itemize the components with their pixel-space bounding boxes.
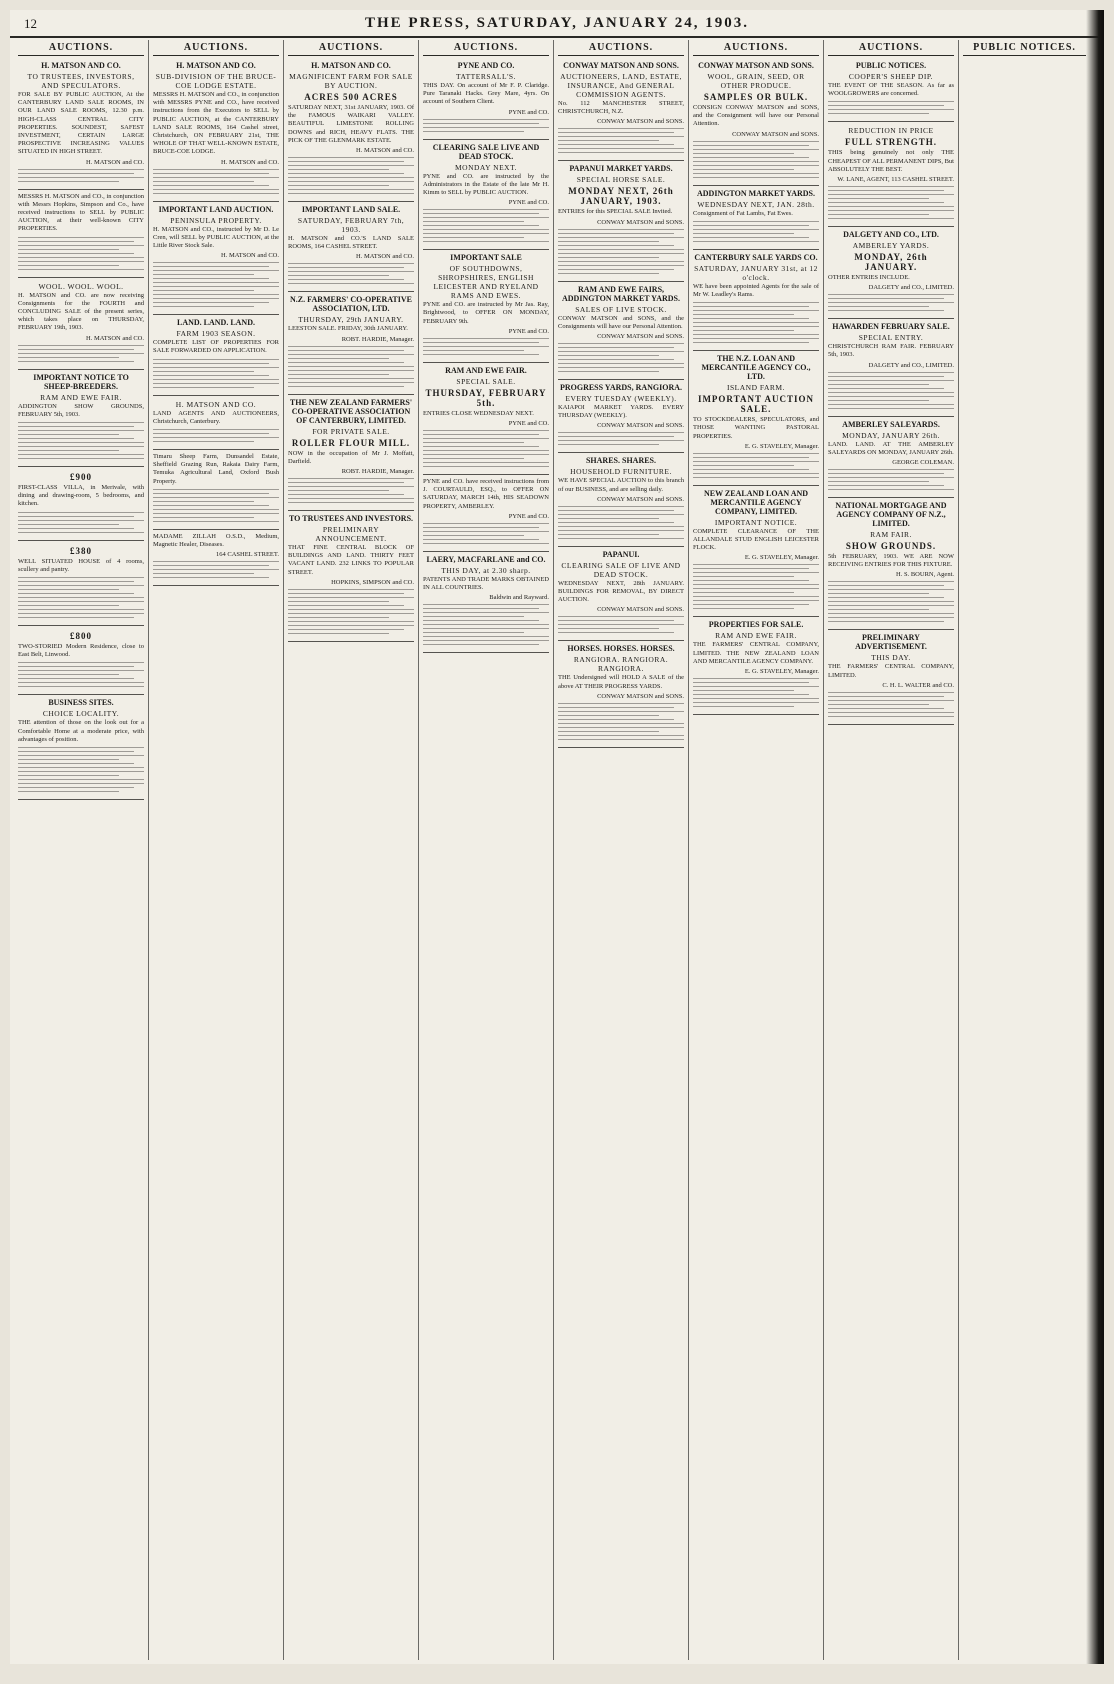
ad-fine-print <box>423 604 549 645</box>
ad-lead: HOUSEHOLD FURNITURE. <box>570 467 672 477</box>
ad-fine-print <box>693 302 819 343</box>
ad-fine-print <box>423 523 549 544</box>
column-6 <box>689 40 824 1660</box>
ad-fine-print <box>828 101 954 114</box>
ad-body: THIS being genuinely not only THE CHEAPEST OF ALL PERMANENT DIPS, But ABSOLUTELY THE BEST. <box>828 149 954 173</box>
ad-body: WE HAVE SPECIAL AUCTION to this branch of our BUSINESS, and are selling daily. <box>558 477 684 493</box>
advertisement <box>828 417 954 498</box>
ad-lead: ISLAND FARM. <box>727 383 785 393</box>
ad-body: PYNE and CO. have received instructions from J. COURTAULD, ESQ., to OFFER ON SATURDAY, MARCH 14th, HIS SEADOWN PROPERTY, AMBERLEY. <box>423 478 549 510</box>
ad-title: NEW ZEALAND LOAN AND MERCANTILE AGENCY COMPANY, LIMITED. <box>703 488 809 516</box>
advertisement <box>558 58 684 161</box>
advertisement <box>423 552 549 653</box>
advertisement <box>18 695 144 800</box>
ad-body: H. MATSON and CO.'S LAND SALE ROOMS, 164 CASHEL STREET. <box>288 235 414 251</box>
ad-body: Timaru Sheep Farm, Dunsandel Estate, Sheffield Grazing Run, Rakaia Dairy Farm, Temuka Agricultural Land, Oxford Bush Property. <box>153 453 279 485</box>
advertisement <box>693 486 819 618</box>
page-number: 12 <box>24 16 37 31</box>
ad-title: H. MATSON AND CO. <box>176 61 256 70</box>
ad-body: THE Undersigned will HOLD A SALE of the above AT THEIR PROGRESS YARDS. <box>558 674 684 690</box>
ad-lead: PENINSULA PROPERTY. <box>170 215 262 225</box>
advertisement <box>288 58 414 202</box>
column-7 <box>824 40 959 1660</box>
ad-body: NOW in the occupation of Mr J. Moffatt, Darfield. <box>288 449 414 465</box>
ad-body: THE EVENT OF THE SEASON. As far as WOOLGROWERS are concerned. <box>828 82 954 98</box>
advertisement <box>153 202 279 316</box>
ad-signature: CONWAY MATSON and SONS. <box>597 118 684 126</box>
ad-fine-print <box>693 678 819 707</box>
ad-body: PYNE and CO. are instructed by the Administrators in the Estate of the late Mr H. Kimm to SELL by PUBLIC AUCTION. <box>423 172 549 197</box>
ad-fine-print <box>693 564 819 609</box>
ad-title: PRELIMINARY ADVERTISEMENT. <box>855 633 927 652</box>
ad-lead: TO TRUSTEES, INVESTORS, AND SPECULATORS. <box>27 72 135 90</box>
ad-fine-print <box>423 119 549 132</box>
column-heading: AUCTIONS. <box>828 42 954 56</box>
ad-signature: H. MATSON and CO. <box>86 334 144 342</box>
ad-lead: SALES OF LIVE STOCK. <box>575 304 667 314</box>
advertisement <box>153 396 279 450</box>
ad-signature: DALGETY and CO., LIMITED. <box>868 361 954 369</box>
ad-fine-print <box>828 692 954 717</box>
ad-body: LEESTON SALE. FRIDAY, 30th JANUARY. <box>288 325 408 333</box>
ad-signature: CONWAY MATSON and SONS. <box>597 692 684 700</box>
ad-title: PAPANUI. <box>602 549 640 559</box>
ad-fine-print <box>288 263 414 284</box>
ad-body: Consignment of Fat Lambs, Fat Ewes. <box>693 209 793 217</box>
ad-lead: THIS DAY. <box>871 653 911 663</box>
ad-signature: PYNE and CO. <box>508 327 549 335</box>
advertisement <box>558 453 684 546</box>
ad-body: THIS DAY. On account of Mr F. P. Claridge. Pure Taranaki Hacks. Grey Mare, 4yrs. On account of Southern Client. <box>423 82 549 106</box>
ad-lead: AUCTIONEERS, LAND, ESTATE, INSURANCE, And GENERAL COMMISSION AGENTS. <box>560 72 682 99</box>
column-heading: AUCTIONS. <box>153 42 279 56</box>
ad-body: LAND. LAND. AT THE AMBERLEY SALEYARDS ON MONDAY, JANUARY 26th. <box>828 440 954 456</box>
ad-title: H. MATSON AND CO. <box>41 61 121 70</box>
advertisement <box>558 161 684 281</box>
ad-title: IMPORTANT LAND AUCTION. <box>158 204 274 214</box>
ad-body: KAIAPOI MARKET YARDS. EVERY THURSDAY (WEEKLY). <box>558 404 684 420</box>
ad-lead: IMPORTANT NOTICE. <box>714 517 798 527</box>
advertisement <box>828 319 954 416</box>
advertisement <box>18 58 144 190</box>
ad-signature: CONWAY MATSON and SONS. <box>597 495 684 503</box>
advertisement <box>558 380 684 453</box>
ad-body: WELL SITUATED HOUSE of 4 rooms, scullery and pantry. <box>18 557 144 573</box>
advertisement <box>153 530 279 586</box>
ad-lead: FOR PRIVATE SALE. <box>312 426 390 436</box>
ad-body: FIRST-CLASS VILLA, in Merivale, with dining and drawing-room, 5 bedrooms, and kitchen. <box>18 484 144 508</box>
ad-headline: MONDAY, 26th JANUARY. <box>854 252 928 273</box>
column-heading: AUCTIONS. <box>18 42 144 56</box>
masthead <box>10 10 1104 38</box>
columns <box>14 40 1100 1660</box>
ad-fine-print <box>288 346 414 387</box>
ad-fine-print <box>423 430 549 467</box>
ad-fine-print <box>153 359 279 388</box>
ad-signature: HOPKINS, SIMPSON and CO. <box>331 578 414 586</box>
ad-body: OTHER ENTRIES INCLUDE. <box>828 274 910 282</box>
scan-edge-shadow <box>1086 10 1104 1664</box>
ad-lead: FARM 1903 SEASON. <box>176 329 256 339</box>
ad-fine-print <box>693 453 819 478</box>
ad-body: No. 112 MANCHESTER STREET, CHRISTCHURCH, N.Z. <box>558 100 684 116</box>
ad-signature: E. G. STAVELEY, Manager. <box>744 668 819 676</box>
ad-signature: PYNE and CO. <box>508 512 549 520</box>
ad-fine-print <box>18 577 144 618</box>
advertisement <box>288 395 414 511</box>
ad-fine-print <box>153 489 279 522</box>
ad-fine-print <box>828 294 954 311</box>
ad-lead: WOOL. WOOL. WOOL. <box>38 281 124 291</box>
ad-body: CONWAY MATSON and SONS, and the Consignments will have our Personal Attention. <box>558 314 684 330</box>
ad-fine-print <box>18 512 144 533</box>
ad-body: TWO-STORIED Modern Residence, close to East Belt, Linwood. <box>18 643 144 659</box>
advertisement <box>693 351 819 486</box>
ad-lead: WEDNESDAY NEXT, JAN. 28th. <box>697 199 815 209</box>
ad-lead: RANGIORA. RANGIORA. RANGIORA. <box>573 655 669 674</box>
ad-title: HAWARDEN FEBRUARY SALE. <box>832 322 950 332</box>
ad-body: 5th FEBRUARY, 1903. WE ARE NOW RECEIVING ENTRIES FOR THIS FIXTURE. <box>828 553 954 569</box>
newspaper-title: THE PRESS, SATURDAY, JANUARY 24, 1903. <box>365 15 749 31</box>
ad-body: MADAME ZILLAH O.S.D., Medium, Magnetic Healer, Diseases. <box>153 532 279 549</box>
ad-signature: PYNE and CO. <box>508 108 549 116</box>
column-heading: AUCTIONS. <box>558 42 684 56</box>
advertisement <box>18 626 144 695</box>
ad-title: PROPERTIES FOR SALE. <box>708 620 804 630</box>
ad-headline: ROLLER FLOUR MILL. <box>291 437 411 448</box>
ad-body: THAT FINE CENTRAL BLOCK OF BUILDINGS AND LAND. THIRTY FEET VACANT LAND. 232 LINKS TO POPULAR STREET. <box>288 544 414 576</box>
column-8 <box>959 40 1090 1660</box>
ad-headline: £380 <box>70 545 92 556</box>
ad-lead: OF SOUTHDOWNS, SHROPSHIRES, ENGLISH LEICESTER AND RYELAND RAMS AND EWES. <box>433 264 539 301</box>
ad-headline: £900 <box>70 472 92 483</box>
ad-title: CONWAY MATSON AND SONS. <box>698 61 814 70</box>
ad-lead: RAM FAIR. <box>870 530 912 540</box>
advertisement <box>828 58 954 122</box>
advertisement <box>558 641 684 747</box>
ad-title: AMBERLEY SALEYARDS. <box>842 419 940 429</box>
ad-title: THE NEW ZEALAND FARMERS' CO-OPERATIVE ASSOCIATION OF CANTERBURY, LIMITED. <box>289 397 413 425</box>
ad-signature: E. G. STAVELEY, Manager. <box>744 442 819 450</box>
ad-lead: RAM AND EWE FAIR. <box>715 631 797 641</box>
ad-fine-print <box>558 506 684 539</box>
ad-fine-print <box>693 221 819 242</box>
ad-headline: ACRES 500 ACRES <box>304 92 398 102</box>
ad-title: PUBLIC NOTICES. <box>855 61 927 70</box>
ad-fine-print <box>558 616 684 633</box>
ad-title: PAPANUI MARKET YARDS. <box>569 164 673 174</box>
ad-headline: MONDAY NEXT, 26th JANUARY, 1903. <box>568 186 674 207</box>
advertisement <box>18 467 144 541</box>
ad-title: N.Z. FARMERS' CO-OPERATIVE ASSOCIATION, LTD. <box>290 295 412 314</box>
ad-title: NATIONAL MORTGAGE AND AGENCY COMPANY OF N.Z., LIMITED. <box>835 501 947 529</box>
column-heading: PUBLIC NOTICES. <box>963 42 1086 56</box>
ad-title: DALGETY AND CO., LTD. <box>843 230 939 240</box>
ad-title: THE N.Z. LOAN AND MERCANTILE AGENCY CO., LTD. <box>701 354 811 382</box>
ad-lead: WOOL, GRAIN, SEED, OR OTHER PRODUCE. <box>707 72 805 90</box>
ad-lead: MONDAY NEXT. <box>455 162 517 172</box>
advertisement <box>423 475 549 552</box>
ad-title: HORSES. HORSES. HORSES. <box>567 644 675 654</box>
ad-fine-print <box>288 157 414 194</box>
ad-body: THE FARMERS' CENTRAL COMPANY, LIMITED. THE NEW ZEALAND LOAN AND MERCANTILE AGENCY COMPANY. <box>693 641 819 665</box>
ad-headline: IMPORTANT AUCTION SALE. <box>697 394 815 415</box>
ad-title: CANTERBURY SALE YARDS CO. <box>694 252 818 262</box>
ad-signature: 164 CASHEL STREET. <box>215 551 279 559</box>
ad-fine-print <box>828 372 954 409</box>
column-2 <box>149 40 284 1660</box>
ad-title: BUSINESS SITES. <box>48 698 114 708</box>
ad-fine-print <box>828 186 954 219</box>
ad-lead: MONDAY, JANUARY 26th. <box>842 430 940 440</box>
ad-lead: PRELIMINARY ANNOUNCEMENT. <box>315 525 387 544</box>
advertisement <box>288 511 414 642</box>
advertisement <box>423 250 549 363</box>
ad-title: IMPORTANT LAND SALE. <box>301 205 401 215</box>
ad-body: PYNE and CO. are instructed by Mr Jas. Ray, Brightwood, to OFFER ON MONDAY, FEBRUARY 9th. <box>423 301 549 325</box>
ad-fine-print <box>558 432 684 445</box>
ad-lead: SUB-DIVISION OF THE BRUCE-COE LODGE ESTATE. <box>155 72 277 90</box>
ad-body: MESSRS H. MATSON and CO., in conjunction with MESSRS PYNE and CO., have received instructions from the Executors to SELL by PUBLIC AUCTION, at the CANTERBURY LAND SALE ROOMS, 164 Cashel street, Christchurch, ON FEBRUARY 21st, THE WHOLE OF THAT WELL-KNOWN ESTATE, BRUCE-COE LODGE. <box>153 91 279 156</box>
ad-headline: £800 <box>70 631 92 642</box>
ad-lead: REDUCTION IN PRICE <box>848 126 934 136</box>
column-1 <box>14 40 149 1660</box>
ad-lead: EVERY TUESDAY (WEEKLY). <box>565 394 677 404</box>
ad-signature: H. MATSON and CO. <box>356 147 414 155</box>
ad-body: ADDINGTON SHOW GROUNDS, FEBRUARY 5th, 1903. <box>18 402 144 418</box>
advertisement <box>153 315 279 395</box>
ad-fine-print <box>153 169 279 194</box>
ad-title: CLEARING SALE LIVE AND DEAD STOCK. <box>432 142 540 161</box>
ad-body: THE FARMERS' CENTRAL COMPANY, LIMITED. <box>828 663 954 679</box>
advertisement <box>828 122 954 227</box>
ad-lead: THURSDAY, 29th JANUARY. <box>298 315 404 325</box>
ad-fine-print <box>558 229 684 274</box>
ad-body: ENTRIES for this SPECIAL SALE Invited. <box>558 208 673 216</box>
advertisement <box>153 58 279 202</box>
ad-fine-print <box>153 429 279 442</box>
column-4 <box>419 40 554 1660</box>
ad-signature: CONWAY MATSON and SONS. <box>597 218 684 226</box>
ad-fine-print <box>153 561 279 578</box>
ad-title: PYNE AND CO. <box>457 61 515 70</box>
ad-lead: CHOICE LOCALITY. <box>42 709 120 719</box>
ad-lead: H. MATSON AND CO. <box>175 399 257 409</box>
ad-fine-print <box>423 209 549 242</box>
ad-body: WE have been appointed Agents for the sale of Mr W. Leadley's Rams. <box>693 282 819 299</box>
ad-fine-print <box>423 338 549 355</box>
advertisement <box>288 292 414 394</box>
advertisement <box>18 541 144 626</box>
ad-signature: DALGETY and CO., LIMITED. <box>868 284 954 292</box>
ad-fine-print <box>558 703 684 740</box>
ad-headline: SHOW GROUNDS. <box>845 541 937 552</box>
ad-title: SHARES. SHARES. <box>585 456 657 466</box>
ad-lead: SATURDAY, FEBRUARY 7th, 1903. <box>297 216 405 235</box>
ad-body: H. MATSON and CO., instructed by Mr D. Le Cren, will SELL by PUBLIC AUCTION, at the Little River Stock Sale. <box>153 225 279 250</box>
ad-title: LAERY, MACFARLANE and CO. <box>426 554 546 564</box>
ad-headline: THURSDAY, FEBRUARY 5th. <box>425 387 547 408</box>
ad-signature: H. S. BOURN, Agent. <box>896 571 954 579</box>
ad-headline: FULL STRENGTH. <box>844 137 938 148</box>
ad-lead: RAM AND EWE FAIR. <box>40 392 122 402</box>
ad-signature: CONWAY MATSON and SONS. <box>597 606 684 614</box>
ad-signature: ROBT. HARDIE, Manager. <box>341 468 414 476</box>
column-5 <box>554 40 689 1660</box>
ad-signature: H. MATSON and CO. <box>356 253 414 261</box>
ad-body: CHRISTCHURCH RAM FAIR. FEBRUARY 5th, 1903. <box>828 343 954 359</box>
column-heading: AUCTIONS. <box>423 42 549 56</box>
ad-body: SATURDAY NEXT, 31st JANUARY, 1903. Of the FAMOUS WAIKARI VALLEY. BEAUTIFUL LIMESTONE ROLLING DOWNS and RICH, HEAVY FLATS. THE PICK OF THE GLENMARK ESTATE. <box>288 104 414 144</box>
ad-body: PATENTS AND TRADE MARKS OBTAINED IN ALL COUNTRIES. <box>423 575 549 592</box>
ad-body: FOR SALE BY PUBLIC AUCTION, At the CANTERBURY LAND SALE ROOMS, IN OUR LAND SALE ROOMS, 12.30 p.m. HIGH-CLASS CENTRAL CITY PROPERTIES. SOUNDEST, SAFEST INVESTMENT, CERTAIN LARGE PROSPECTIVE INCREASING VALUES SITUATED IN HIGH STREET. <box>18 91 144 156</box>
ad-signature: H. MATSON and CO. <box>86 158 144 166</box>
advertisement <box>828 227 954 319</box>
ad-body: MESSRS H. MATSON and CO., in conjunction with Messrs Hopkins, Simpson and Co., have received instructions to SELL by PUBLIC AUCTION, at their well-known CITY PROPERTIES. <box>18 192 144 233</box>
ad-fine-print <box>693 141 819 178</box>
ad-fine-print <box>18 237 144 270</box>
ad-signature: C. H. L. WALTER and CO. <box>882 681 954 689</box>
advertisement <box>153 450 279 530</box>
newspaper-page <box>10 10 1104 1664</box>
ad-title: LAND. LAND. LAND. <box>176 318 255 328</box>
ad-fine-print <box>828 581 954 622</box>
ad-lead: MAGNIFICENT FARM FOR SALE BY AUCTION. <box>289 72 413 90</box>
ad-lead: SPECIAL SALE. <box>456 376 516 386</box>
ad-lead: THIS DAY, at 2.30 sharp. <box>441 565 531 575</box>
ad-title: IMPORTANT SALE <box>450 253 522 263</box>
ad-fine-print <box>18 169 144 182</box>
ad-title: PROGRESS YARDS, RANGIORA. <box>559 383 683 393</box>
ad-body: H. MATSON and CO. are now receiving Consignments for the FOURTH and CONCLUDING SALE of the present series, which takes place on THURSDAY, FEBRUARY 19th, 1903. <box>18 291 144 332</box>
advertisement <box>693 250 819 351</box>
ad-signature: CONWAY MATSON and SONS. <box>597 422 684 430</box>
ad-signature: PYNE and CO. <box>508 420 549 428</box>
ad-signature: W. LANE, AGENT, 113 CASHEL STREET. <box>837 176 954 184</box>
ad-title: IMPORTANT NOTICE TO SHEEP-BREEDERS. <box>33 372 129 391</box>
advertisement <box>18 370 144 467</box>
ad-signature: Baldwin and Rayward. <box>489 594 549 602</box>
advertisement <box>828 630 954 724</box>
ad-lead: COOPER'S SHEEP DIP. <box>848 72 934 81</box>
advertisement <box>423 140 549 251</box>
ad-body: COMPLETE LIST OF PROPERTIES FOR SALE FORWARDED ON APPLICATION. <box>153 339 279 355</box>
advertisement <box>558 282 684 380</box>
ad-body: LAND AGENTS AND AUCTIONEERS, Christchurch, Canterbury. <box>153 409 279 425</box>
ad-title: RAM AND EWE FAIRS, ADDINGTON MARKET YARDS. <box>561 284 681 303</box>
ad-fine-print <box>18 345 144 362</box>
advertisement <box>828 498 954 630</box>
advertisement <box>288 202 414 292</box>
ad-title: CONWAY MATSON AND SONS. <box>563 61 679 70</box>
column-3 <box>284 40 419 1660</box>
ad-title: TO TRUSTEES AND INVESTORS. <box>288 514 414 524</box>
ad-body: COMPLETE CLEARANCE OF THE ALLANDALE STUD ENGLISH LEICESTER FLOCK. <box>693 527 819 552</box>
advertisement <box>693 617 819 715</box>
ad-lead: SATURDAY, JANUARY 31st, at 12 o'clock. <box>694 263 818 282</box>
ad-lead: SPECIAL HORSE SALE. <box>576 175 666 185</box>
advertisement <box>423 363 549 475</box>
ad-signature: CONWAY MATSON and SONS. <box>732 130 819 138</box>
column-heading: AUCTIONS. <box>693 42 819 56</box>
advertisement <box>18 190 144 278</box>
advertisement <box>18 278 144 370</box>
ad-fine-print <box>18 662 144 687</box>
ad-body: TO STOCKDEALERS, SPECULATORS, and THOSE WANTING PASTORAL PROPERTIES. <box>693 416 819 440</box>
ad-body: WEDNESDAY NEXT, 28th JANUARY. BUILDINGS FOR REMOVAL, BY DIRECT AUCTION. <box>558 579 684 604</box>
ad-lead: AMBERLEY YARDS. <box>852 241 930 251</box>
advertisement <box>693 58 819 186</box>
column-heading: AUCTIONS. <box>288 42 414 56</box>
ad-lead: TATTERSALL'S. <box>456 72 516 81</box>
ad-title: H. MATSON AND CO. <box>311 61 391 70</box>
ad-fine-print <box>18 422 144 459</box>
advertisement <box>693 186 819 250</box>
ad-body: ENTRIES CLOSE WEDNESDAY NEXT. <box>423 409 534 417</box>
ad-fine-print <box>18 747 144 792</box>
ad-title: ADDINGTON MARKET YARDS. <box>696 188 816 198</box>
ad-fine-print <box>153 262 279 307</box>
advertisement <box>423 58 549 140</box>
ad-body: THE attention of those on the look out for a Comfortable Home at a moderate price, with advantages of position. <box>18 719 144 743</box>
ad-signature: H. MATSON and CO. <box>221 158 279 166</box>
ad-signature: GEORGE COLEMAN. <box>892 459 954 467</box>
ad-body: CONSIGN CONWAY MATSON and SONS, and the Consignment will have our Personal Attention. <box>693 104 819 128</box>
ad-signature: CONWAY MATSON and SONS. <box>597 333 684 341</box>
ad-signature: E. G. STAVELEY, Manager. <box>744 554 819 562</box>
ad-fine-print <box>828 469 954 490</box>
ad-signature: PYNE and CO. <box>508 199 549 207</box>
ad-fine-print <box>288 589 414 634</box>
ad-headline: SAMPLES OR BULK. <box>703 92 809 102</box>
ad-title: RAM AND EWE FAIR. <box>445 365 527 375</box>
ad-fine-print <box>288 478 414 503</box>
ad-fine-print <box>558 343 684 372</box>
ad-signature: H. MATSON and CO. <box>221 252 279 260</box>
ad-lead: CLEARING SALE OF LIVE AND DEAD STOCK. <box>561 560 681 579</box>
ad-signature: ROBT. HARDIE, Manager. <box>341 335 414 343</box>
ad-lead: SPECIAL ENTRY. <box>858 333 924 343</box>
advertisement <box>558 547 684 642</box>
ad-fine-print <box>558 128 684 153</box>
